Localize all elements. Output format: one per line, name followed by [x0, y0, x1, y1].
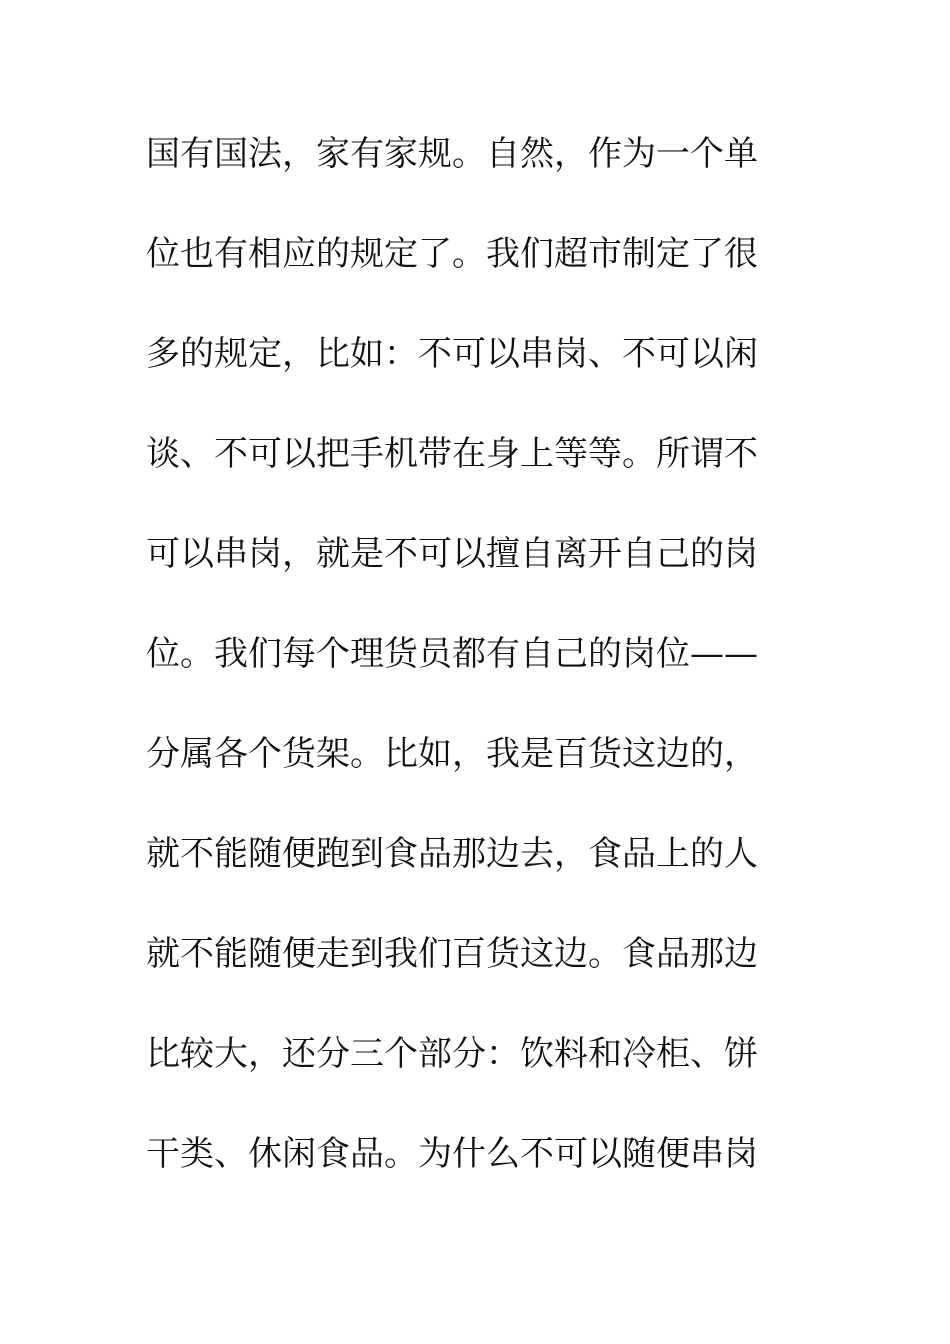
text-line: 位。我们每个理货员都有自己的岗位——	[146, 634, 758, 674]
text-line: 国有国法，家有家规。自然，作为一个单	[146, 134, 758, 174]
text-line: 分属各个货架。比如，我是百货这边的，	[146, 734, 758, 774]
text-line: 就不能随便走到我们百货这边。食品那边	[146, 934, 758, 974]
text-line: 干类、休闲食品。为什么不可以随便串岗	[146, 1134, 758, 1174]
text-line: 谈、不可以把手机带在身上等等。所谓不	[146, 434, 758, 474]
text-line: 比较大，还分三个部分：饮料和冷柜、饼	[146, 1034, 758, 1074]
body-text	[146, 122, 786, 1222]
text-line: 位也有相应的规定了。我们超市制定了很	[146, 234, 758, 274]
text-line: 可以串岗，就是不可以擅自离开自己的岗	[146, 534, 758, 574]
text-line: 多的规定，比如：不可以串岗、不可以闲	[146, 334, 758, 374]
text-line: 就不能随便跑到食品那边去，食品上的人	[146, 834, 758, 874]
